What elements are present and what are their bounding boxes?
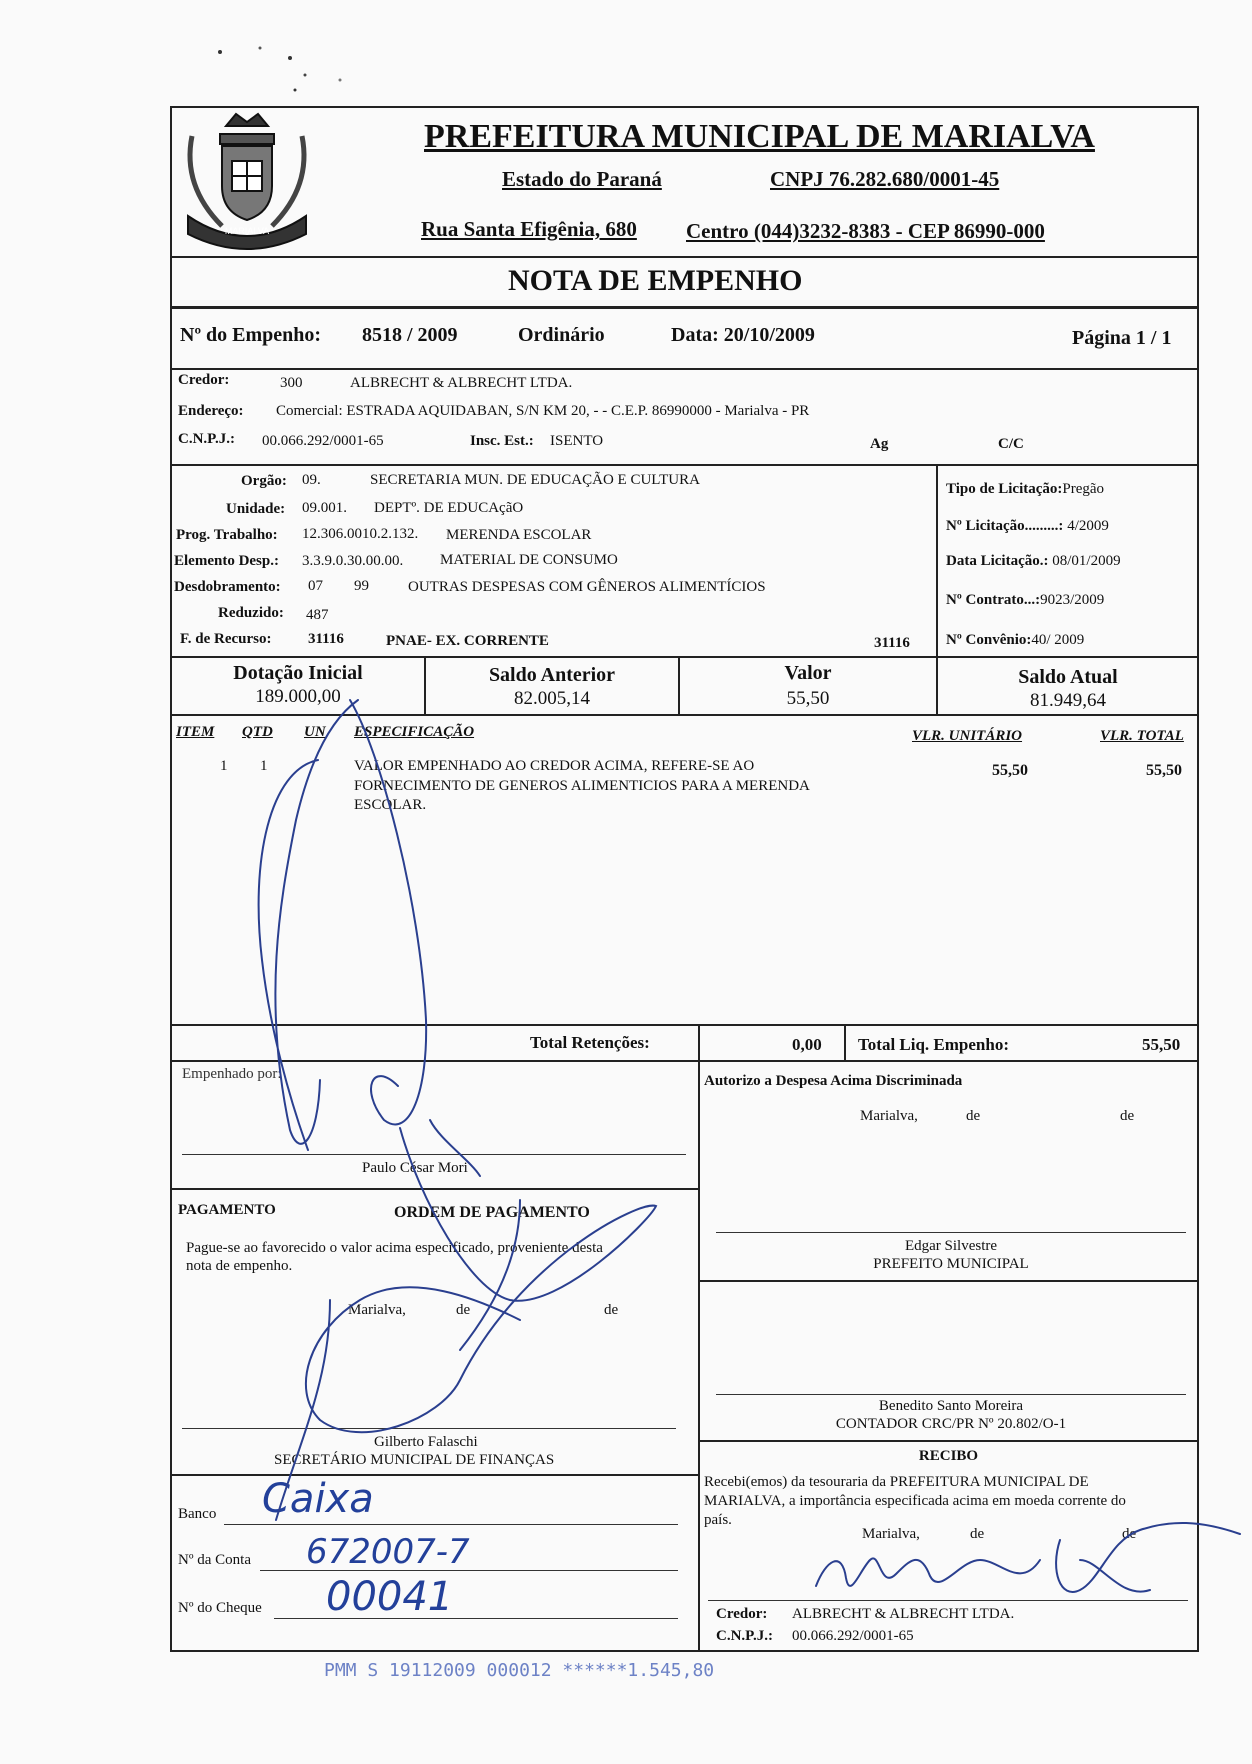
desdobramento-label: Desdobramento: [174, 579, 281, 595]
recibo-local: Marialva, [862, 1526, 920, 1542]
convenio-label: Nº Convênio: [946, 632, 1032, 648]
autorizo-de-2: de [1120, 1108, 1135, 1124]
credor-name: ALBRECHT & ALBRECHT LTDA. [350, 375, 573, 391]
unidade-label: Unidade: [226, 501, 286, 517]
signature-credor [816, 1523, 1240, 1592]
header-address: Rua Santa Efigênia, 680 [421, 217, 637, 241]
document-title: NOTA DE EMPENHO [508, 264, 803, 297]
retencoes-value: 0,00 [792, 1035, 822, 1054]
cheque-label: Nº do Cheque [178, 1600, 262, 1616]
autorizo-label: Autorizo a Despesa Acima Discriminada [704, 1073, 963, 1089]
valor-label: Valor [784, 662, 832, 684]
unidade-name: DEPTº. DE EDUCAçãO [374, 500, 524, 516]
ordem-pagamento-label: ORDEM DE PAGAMENTO [394, 1204, 590, 1221]
saldo-atual-label: Saldo Atual [1018, 666, 1118, 688]
saldo-anterior-label: Saldo Anterior [488, 664, 616, 686]
licitacao-tipo: Pregão [1062, 481, 1105, 497]
empenhado-nome: Paulo César Mori [362, 1160, 468, 1176]
ag-label: Ag [870, 436, 889, 452]
saldo-anterior-value: 82.005,14 [514, 688, 590, 709]
recibo-texto-2: MARIALVA, a importância especificada acima em moeda corrente do [704, 1493, 1126, 1509]
col-vlr-unitario: VLR. UNITÁRIO [912, 728, 1023, 744]
row-spec-line-2: FORNECIMENTO DE GENEROS ALIMENTICIOS PARA A MERENDA [354, 778, 810, 794]
row-spec-line-3: ESCOLAR. [354, 797, 427, 813]
signature-gilberto [276, 1128, 656, 1520]
row-spec-line-1: VALOR EMPENHADO AO CREDOR ACIMA, REFERE-SE AO [354, 758, 755, 774]
secretario-nome: Gilberto Falaschi [374, 1434, 478, 1450]
prog-name: MERENDA ESCOLAR [446, 527, 592, 543]
pagamento-de-1: de [456, 1302, 471, 1318]
credor-cnpj: 00.066.292/0001-65 [262, 433, 384, 449]
reduzido-label: Reduzido: [218, 605, 284, 621]
licitacao-numero-label: Nº Licitação.........: [946, 518, 1064, 534]
recibo-texto-1: Recebi(emos) da tesouraria da PREFEITURA MUNICIPAL DE [704, 1474, 1089, 1490]
col-vlr-total: VLR. TOTAL [1100, 728, 1184, 744]
row-vlr-unitario: 55,50 [992, 762, 1028, 779]
row-vlr-total: 55,50 [1146, 762, 1182, 779]
licitacao-numero: 4/2009 [1067, 518, 1109, 534]
page-number: Página 1 / 1 [1072, 327, 1172, 349]
reduzido-value: 487 [306, 607, 329, 623]
prog-code: 12.306.0010.2.132. [302, 526, 419, 542]
insc-value: ISENTO [550, 433, 604, 449]
cheque-handwritten: 00041 [326, 1574, 454, 1620]
saldo-atual-value: 81.949,64 [1030, 690, 1106, 711]
credor-address: Comercial: ESTRADA AQUIDABAN, S/N KM 20, - - C.E.P. 86990000 - Marialva - PR [276, 403, 810, 419]
row-qtd: 1 [260, 758, 268, 774]
licitacao-data-label: Data Licitação.: [946, 553, 1049, 569]
header-state: Estado do Paraná [502, 167, 662, 191]
dotacao-inicial-value: 189.000,00 [255, 686, 341, 707]
cc-label: C/C [998, 436, 1024, 452]
pagamento-texto-2: nota de empenho. [186, 1258, 293, 1274]
insc-label: Insc. Est.: [470, 433, 534, 449]
svg-text:MARIALVA: MARIALVA [224, 226, 270, 236]
recurso-code: 31116 [308, 631, 344, 647]
liquido-label: Total Liq. Empenho: [858, 1035, 1009, 1054]
convenio-value: 40/ 2009 [1031, 632, 1085, 648]
orgao-code: 09. [302, 472, 321, 488]
prog-label: Prog. Trabalho: [176, 527, 278, 543]
header-contact: Centro (044)3232-8383 - CEP 86990-000 [686, 219, 1045, 243]
empenho-date: Data: 20/10/2009 [671, 324, 815, 346]
recibo-texto-3: país. [704, 1512, 732, 1528]
conta-label: Nº da Conta [178, 1552, 251, 1568]
empenho-number-label: Nº do Empenho: [180, 324, 322, 346]
banco-label: Banco [178, 1506, 217, 1522]
autorizo-local: Marialva, [860, 1108, 918, 1124]
recurso-label: F. de Recurso: [180, 631, 272, 647]
empenho-type: Ordinário [518, 324, 605, 346]
recurso-code-2: 31116 [874, 635, 910, 651]
retencoes-label: Total Retenções: [530, 1033, 650, 1052]
elemento-name: MATERIAL DE CONSUMO [440, 552, 618, 568]
elemento-code: 3.3.9.0.30.00.00. [302, 553, 404, 569]
credor-label: Credor: [178, 372, 230, 388]
recibo-credor-label: Credor: [716, 1606, 768, 1622]
recibo-cnpj-label: C.N.P.J.: [716, 1628, 773, 1644]
conta-handwritten: 672007-7 [306, 1532, 470, 1572]
contrato-label: Nº Contrato...: [946, 592, 1041, 608]
col-item: ITEM [176, 724, 215, 740]
col-especificacao: ESPECIFICAÇÃO [354, 724, 475, 740]
orgao-name: SECRETARIA MUN. DE EDUCAÇÃO E CULTURA [370, 472, 700, 488]
desdobramento-b: 99 [354, 578, 369, 594]
recibo-title: RECIBO [918, 1448, 979, 1464]
elemento-label: Elemento Desp.: [174, 553, 279, 569]
col-un: UN [304, 724, 326, 740]
autorizo-de-1: de [966, 1108, 981, 1124]
recibo-credor: ALBRECHT & ALBRECHT LTDA. [792, 1606, 1015, 1622]
orgao-label: Orgão: [241, 473, 287, 489]
contador-cargo: CONTADOR CRC/PR Nº 20.802/O-1 [835, 1416, 1067, 1432]
col-qtd: QTD [242, 724, 273, 740]
liquido-value: 55,50 [1142, 1035, 1181, 1054]
recibo-cnpj: 00.066.292/0001-65 [792, 1628, 914, 1644]
recibo-de-2: de [1122, 1526, 1137, 1542]
prefeito-nome: Edgar Silvestre [904, 1238, 998, 1254]
credor-code: 300 [280, 375, 303, 391]
payment-stamp: PMM S 19112009 000012 ******1.545,80 [324, 1660, 715, 1681]
endereco-label: Endereço: [178, 403, 244, 419]
licitacao-data: 08/01/2009 [1052, 553, 1121, 569]
header-cnpj: CNPJ 76.282.680/0001-45 [770, 167, 1000, 191]
valor-value: 55,50 [786, 688, 830, 709]
contrato-value: 9023/2009 [1040, 592, 1105, 608]
prefeito-cargo: PREFEITO MUNICIPAL [873, 1256, 1029, 1272]
contador-nome: Benedito Santo Moreira [878, 1398, 1024, 1414]
empenho-number: 8518 / 2009 [362, 324, 458, 346]
pagamento-texto-1: Pague-se ao favorecido o valor acima especificado, proveniente desta [186, 1240, 603, 1256]
recibo-de-1: de [970, 1526, 985, 1542]
secretario-cargo: SECRETÁRIO MUNICIPAL DE FINANÇAS [274, 1452, 555, 1468]
unidade-code: 09.001. [302, 500, 347, 516]
pagamento-label: PAGAMENTO [178, 1202, 276, 1218]
cnpj-label: C.N.P.J.: [178, 431, 235, 447]
recurso-name: PNAE- EX. CORRENTE [386, 633, 549, 649]
signature-paulo [259, 700, 480, 1176]
banco-handwritten: Caixa [262, 1476, 374, 1522]
pagamento-local: Marialva, [348, 1302, 406, 1318]
desdobramento-a: 07 [308, 578, 323, 594]
row-item: 1 [220, 758, 228, 774]
header-title: PREFEITURA MUNICIPAL DE MARIALVA [424, 118, 1095, 155]
dotacao-inicial-label: Dotação Inicial [233, 662, 363, 684]
licitacao-tipo-label: Tipo de Licitação: [946, 481, 1063, 497]
desdobramento-name: OUTRAS DESPESAS COM GÊNEROS ALIMENTÍCIOS [408, 579, 766, 595]
pagamento-de-2: de [604, 1302, 619, 1318]
empenhado-label: Empenhado por: [182, 1066, 282, 1082]
